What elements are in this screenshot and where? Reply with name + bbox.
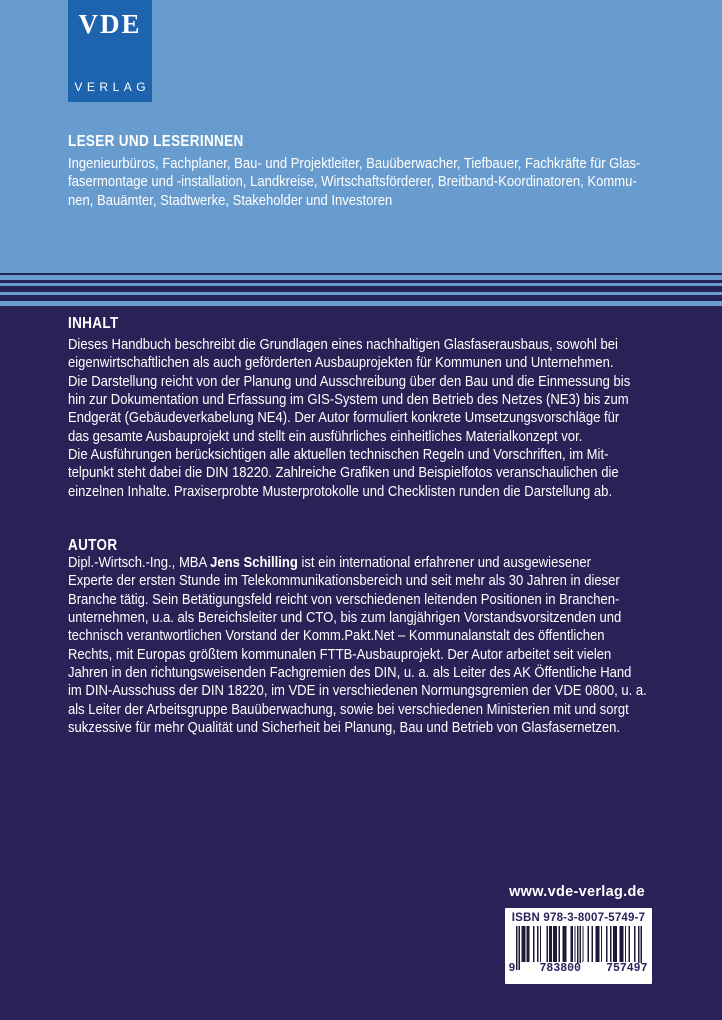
text-line: Endgerät (Gebäudeverkabelung NE4). Der Autor formuliert konkrete Umsetzungsvorschläge für	[68, 409, 620, 427]
readers-text	[68, 155, 640, 210]
publisher-website-link[interactable]: www.vde-verlag.de	[509, 884, 645, 900]
barcode-digit-lead: 9	[508, 962, 516, 975]
text-line: Die Darstellung reicht von der Planung und Ausschreibung über den Bau und die Einmessung bis	[68, 372, 631, 390]
stripe-divider	[0, 273, 722, 306]
text-line: Rechts, mit Europas größtem kommunalen FTTB-Ausbauprojekt. Der Autor arbeitet seit vielen	[68, 645, 612, 663]
text-line: technisch verantwortlichen Vorstand der Komm.Pakt.Net – Kommunalanstalt des öffentlichen	[68, 627, 605, 645]
inhalt-text	[68, 336, 630, 501]
isbn-label: ISBN 978-3-8007-5749-7	[511, 912, 646, 924]
autor-first-line	[68, 554, 647, 572]
vde-logo-text: VDE	[78, 9, 142, 39]
text-line: das gesamte Ausbauprojekt und stellt ein ausführliches einheitliches Materialkonzept vor.	[68, 427, 583, 445]
author-name: Jens Schilling	[210, 554, 298, 571]
text-line: Die Ausführungen berücksichtigen alle aktuellen technischen Regeln und Vorschriften, im Mit-	[68, 445, 609, 463]
autor-paragraph-rest	[68, 572, 647, 737]
text-line: Ingenieurbüros, Fachplaner, Bau- und Projektleiter, Bauüberwacher, Tiefbauer, Fachkräfte für Glas-	[68, 155, 641, 172]
text-line: einzelnen Inhalte. Praxiserprobte Musterprotokolle und Checklisten runden die Darstellung ab.	[68, 482, 613, 500]
inhalt-paragraph-2	[68, 373, 630, 446]
text-line: Jahren in den richtungsweisenden Fachgremien des DIN, u. a. als Leiter des AK Öffentliche Hand	[68, 663, 632, 681]
autor-heading: AUTOR	[68, 537, 118, 554]
autor-text	[68, 554, 647, 737]
barcode-bars-wrap	[508, 926, 648, 975]
inhalt-heading: INHALT	[68, 315, 119, 332]
text-line: als Leiter der Arbeitsgruppe Bauüberwachung, sowie bei verschiedenen Ministerien mit und sorgt	[68, 700, 629, 718]
text-line: Branche tätig. Sein Betätigungsfeld reicht von verschiedenen leitenden Positionen in Branchen-	[68, 590, 620, 608]
inhalt-paragraph-3	[68, 446, 630, 501]
text-line: im DIN-Ausschuss der DIN 18220, im VDE in verschiedenen Normungsgremien der VDE 0800, u. a.	[68, 682, 647, 700]
text-line: fasermontage und -installation, Landkreise, Wirtschaftsförderer, Breitband-Koordinatoren, Kommu-	[68, 173, 637, 191]
autor-first-line-suffix: ist ein international erfahrener und ausgewiesener	[297, 554, 591, 571]
barcode-digits-left: 783800	[539, 962, 581, 975]
autor-first-line-prefix: Dipl.-Wirtsch.-Ing., MBA	[68, 554, 211, 571]
inhalt-paragraph-1	[68, 336, 630, 373]
vde-logo-subtitle: VERLAG	[74, 80, 151, 94]
text-line: sukzessive für mehr Qualität und Sicherheit bei Planung, Bau und Betrieb von Glasfasernetzen.	[68, 718, 621, 736]
text-line: hin zur Dokumentation und Erfassung im GIS-System und den Betrieb des Netzes (NE3) bis zum	[68, 390, 629, 408]
text-line: eigenwirtschaftlichen als auch geförderten Ausbauprojekten für Kommunen und Unternehmen.	[68, 354, 614, 372]
barcode-digits-right: 757497	[606, 962, 648, 975]
text-line: unternehmen, u.a. als Bereichsleiter und CTO, bis zum langjährigen Vorstandsvorsitzenden und	[68, 608, 622, 626]
text-line: Experte der ersten Stunde im Telekommunikationsbereich und seit mehr als 30 Jahren in dieser	[68, 572, 620, 590]
text-line: Dieses Handbuch beschreibt die Grundlagen eines nachhaltigen Glasfaserausbaus, sowohl bei	[68, 336, 618, 353]
barcode-digits	[509, 963, 649, 974]
vde-verlag-logo	[68, 0, 152, 102]
readers-heading: LESER UND LESERINNEN	[68, 133, 244, 150]
text-line: telpunkt steht dabei die DIN 18220. Zahlreiche Grafiken und Beispielfotos veranschaulichen die	[68, 464, 619, 482]
text-line: nen, Bauämter, Stadtwerke, Stakeholder und Investoren	[68, 191, 393, 209]
isbn-barcode-box	[505, 908, 652, 984]
